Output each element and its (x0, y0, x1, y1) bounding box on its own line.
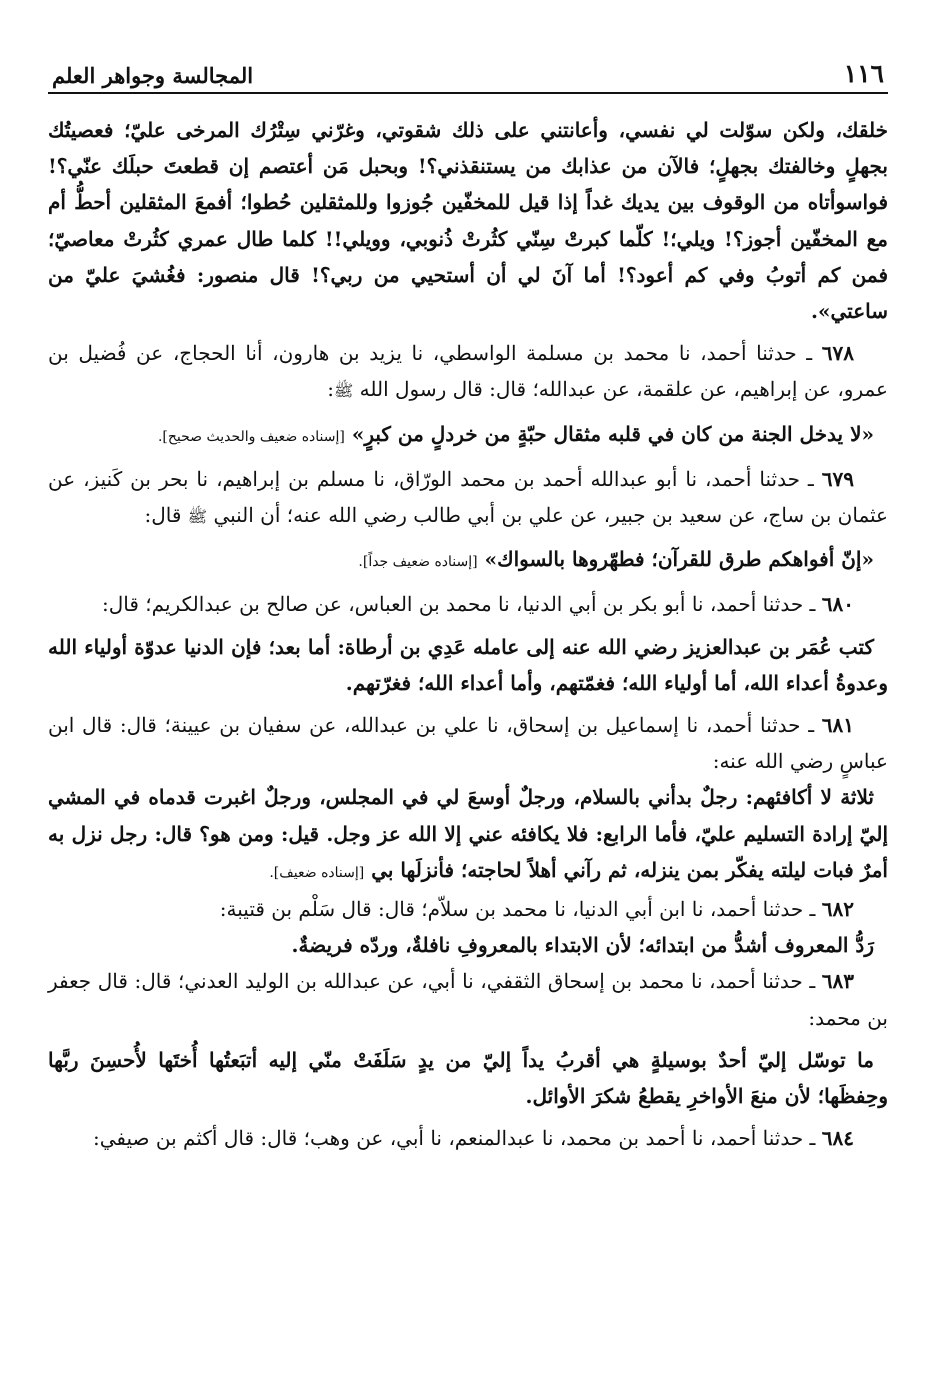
entry-678-number: ٦٧٨ (821, 341, 854, 366)
entry-679-hadith: «إنّ أفواهكم طرق للقرآن؛ فطهّروها بالسواك» (484, 547, 874, 572)
entry-678-isnad-text: ـ حدثنا أحمد، نا محمد بن مسلمة الواسطي، نا يزيد بن هارون، أنا الحجاج، عن فُضيل بن عمرو، عن إبراهيم، عن علقمة، عن عبدالله؛ قال: قال رسول الله (48, 341, 888, 402)
page-number: ١١٦ (843, 59, 884, 88)
entry-680-isnad-text: ـ حدثنا أحمد، نا أبو بكر بن أبي الدنيا، نا محمد بن العباس، عن صالح بن عبدالكريم؛ قال: (102, 592, 816, 617)
entry-678-text (48, 416, 888, 455)
entry-683-isnad (48, 963, 888, 1035)
entry-679-text (48, 541, 888, 580)
page-body (48, 94, 888, 1156)
entry-681-number: ٦٨١ (821, 713, 854, 738)
entry-678-isnad-end: : (327, 377, 334, 402)
entry-679-isnad-end: قال: (144, 503, 182, 528)
entry-681-note: [إسناده ضعيف]. (269, 864, 365, 881)
entry-680-isnad (48, 586, 888, 622)
intro-paragraph: خلقك، ولكن سوّلت لي نفسي، وأعانتني على ذلك شقوتي، وغرّني سِتْرُك المرخى عليّ؛ فعصيتُك بجهلٍ وخالفتك بجهلٍ؛ فالآن من عذابك من يستنقذني؟! وبحبل مَن أعتصم إن قطعتَ حبلَك عنّي؟! فواسوأتاه من الوقوف بين يديك غداً إذا قيل للمخفّين جُوزوا وللمثقلين حُطوا؛ أفمعَ المثقلين أحطُّ أم مع المخفّين أجوز؟! ويلي؛! كلّما كبرتْ سِنّي كثُرتْ ذُنوبي، وويلي!! كلما طال عمري كثُرتْ معاصيّ؛ فمن كم أتوبُ وفي كم أعود؟! أما آنَ لي أن أستحيي من ربي؟! قال منصور: فغُشيَ عليّ من ساعتي». (48, 118, 889, 324)
entry-682-isnad (48, 891, 888, 927)
entry-683-number: ٦٨٣ (821, 969, 854, 994)
entry-679-isnad-text: ـ حدثنا أحمد، نا أبو عبدالله أحمد بن محمد الورّاق، نا مسلم بن إبراهيم، نا بحر بن كَنيز، عن عثمان بن ساج، عن سعيد بن جبير، عن علي بن أبي طالب رضي الله عنه؛ أن النبي (48, 466, 888, 528)
entry-682-number: ٦٨٢ (821, 897, 854, 922)
entry-679-note: [إسناده ضعيف جداً]. (358, 554, 478, 571)
entry-683-isnad-text: ـ حدثنا أحمد، نا محمد بن إسحاق الثقفي، نا أبي، عن عبدالله بن الوليد العدني؛ قال: قال جعفر بن محمد: (48, 969, 888, 1030)
entry-681-text (48, 779, 888, 891)
entry-678-note: [إسناده ضعيف والحديث صحيح]. (157, 428, 345, 445)
entry-682-isnad-text: ـ حدثنا أحمد، نا ابن أبي الدنيا، نا محمد بن سلاّم؛ قال: قال سَلْم بن قتيبة: (219, 897, 816, 922)
entry-679-number: ٦٧٩ (821, 466, 854, 491)
entry-681-isnad-text: ـ حدثنا أحمد، نا إسماعيل بن إسحاق، نا علي بن عبدالله، عن سفيان بن عيينة؛ قال: قال ابن عباسٍ رضي الله عنه: (48, 713, 888, 774)
entry-678-hadith: «لا يدخل الجنة من كان في قلبه مثقال حبّةٍ من خردلٍ من كبرٍ» (351, 421, 874, 446)
entry-681-isnad (48, 707, 888, 779)
entry-678-isnad (48, 335, 888, 409)
entry-678-salutation: ﷺ (333, 381, 354, 401)
entry-683-text: ما توسّل إليّ أحدٌ بوسيلةٍ هي أقربُ يداً إليّ من يدٍ سَلَفَتْ منّي إليه أتبَعتُها أُختَها لأُحسِنَ ربَّها وحِفظَها؛ لأن منعَ الأواخرِ يقطعُ شكرَ الأوائل. (48, 1047, 888, 1109)
entry-680-number: ٦٨٠ (821, 592, 854, 617)
entry-679-salutation: ﷺ (187, 507, 208, 527)
entry-682-text: رَدُّ المعروف أشدُّ من ابتدائه؛ لأن الابتداء بالمعروفِ نافلةٌ، وردّه فريضةٌ. (291, 933, 874, 958)
entry-684-isnad-text: ـ حدثنا أحمد، نا أحمد بن محمد، نا عبدالمنعم، نا أبي، عن وهب؛ قال: قال أكثم بن صيفي: (92, 1126, 816, 1151)
entry-684-isnad (48, 1120, 888, 1156)
book-title: المجالسة وجواهر العلم (52, 63, 254, 88)
entry-680-text: كتب عُمَر بن عبدالعزيز رضي الله عنه إلى عامله عَدِي بن أرطاة: أما بعد؛ فإن الدنيا عدوّة أولياء الله وعدوةُ أعداء الله، أما أولياء الله؛ فغمّتهم، وأما أعداء الله؛ فغرّتهم. (48, 634, 888, 695)
entry-679-isnad (48, 461, 888, 535)
entry-681-athar: ثلاثة لا أكافئهم: رجلٌ بدأني بالسلام، ورجلٌ أوسعَ لي في المجلس، ورجلٌ اغبرت قدماه في المشي إليّ إرادة التسليم عليّ، فأما الرابع: فلا يكافئه عني إلا الله عز وجل. قيل: ومن هو؟ قال: رجل نزل به أمرٌ فبات ليلته يفكّر بمن ينزله، ثم رآني أهلاً لحاجته؛ فأنزلَها بي (48, 785, 888, 882)
page-header (48, 52, 888, 94)
entry-684-number: ٦٨٤ (821, 1126, 854, 1151)
